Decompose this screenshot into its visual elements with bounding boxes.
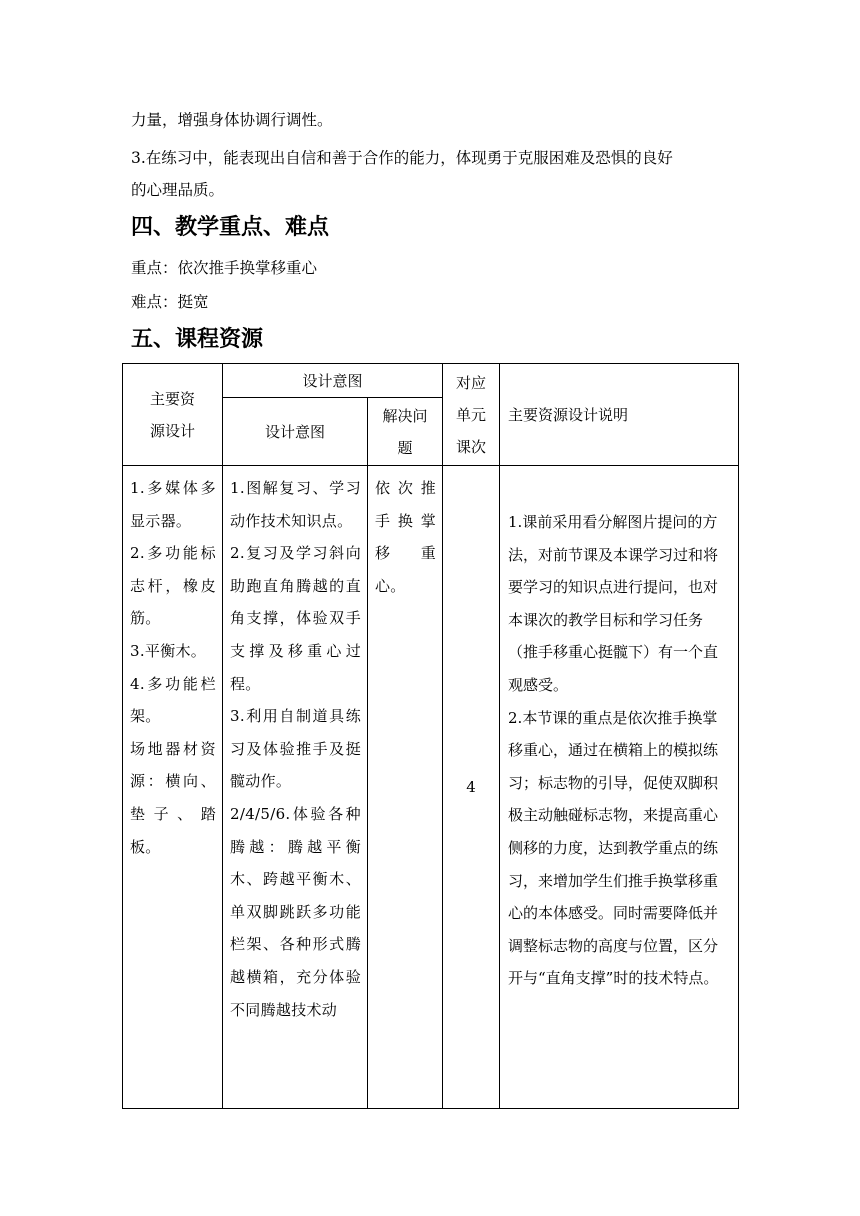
section-4-heading: 四、教学重点、难点 [131,215,330,240]
intro-line-1: 力量，增强身体协调行调性。 [131,111,333,129]
header-problem: 解决问题 [368,398,443,466]
header-design-group: 设计意图 [223,364,443,398]
cell-explanation: 1.课前采用看分解图片提问的方法，对前节课及本课学习过和将要学习的知识点进行提问，也对本课次的教学目标和学习任务（推手移重心挺髋下）有一个直观感受。 2.本节课的重点是依次推手换掌移重心，通过在横箱上的模拟练习；标志物的引导，促使双脚积极主动触碰标志物，来提高重心侧移的力度，达到教学重点的练习，来增加学生们推手换掌移重心的本体感受。同时需要降低并调整标志物的高度与位置，区分开与“直角支撑”时的技术特点。 [500,466,739,1109]
table-header-row-1 [123,364,739,398]
header-lesson: 对应单元课次 [443,364,500,466]
header-design-intent: 设计意图 [223,398,368,466]
header-main-resources: 主要资源设计 [123,364,223,466]
cell-problem: 依次推手换掌移重心。 [368,466,443,1109]
intro-line-3: 的心理品质。 [131,181,225,199]
section-5-heading: 五、课程资源 [131,327,264,352]
cell-intent: 1.图解复习、学习动作技术知识点。 2.复习及学习斜向助跑直角腾越的直角支撑，体验双手支撑及移重心过程。 3.利用自制道具练习及体验推手及挺髋动作。 2/4/5/6.体验各种腾越：腾越平衡木、跨越平衡木、单双脚跳跃多功能栏架、各种形式腾越横箱，充分体验不同腾越技术动 [223,466,368,1109]
intro-line-2: 3.在练习中，能表现出自信和善于合作的能力，体现勇于克服困难及恐惧的良好 [131,149,673,167]
resource-table [122,363,739,1109]
cell-resources: 1.多媒体多显示器。 2.多功能标志杆，橡皮筋。 3.平衡木。 4.多功能栏架。 场地器材资源：横向、垫子、踏板。 [123,466,223,1109]
cell-lesson: 4 [443,466,500,1109]
difficulty-text: 难点：挺宽 [131,293,209,311]
header-explanation: 主要资源设计说明 [500,364,739,466]
key-point-text: 重点：依次推手换掌移重心 [131,259,318,277]
table-row [123,466,739,1109]
